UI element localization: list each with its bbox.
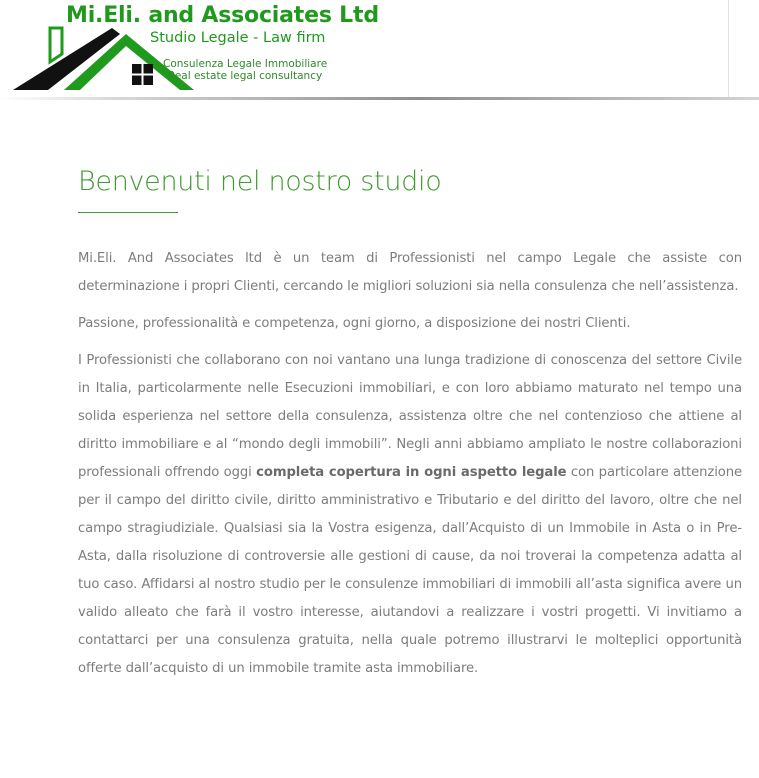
paragraph-3-text-end: con particolare attenzione per il campo del diritto civile, diritto amministrativo e Tributario e del diritto del lavoro, oltre che nel campo stragiudiziale. Qualsiasi sia la Vostra esigenza, dall’Acquisto di un Immobile in Asta o in Pre-Asta, dalla risoluzione di controversie alle gestioni di cause, da noi troverai la competenza adatta al tuo caso. Affidarsi al nostro studio per le consulenze immobiliari di immobili all’asta significa avere un valido alleato che farà il vostro interesse, aiutandovi a realizzare i vostri progetti. Vi invitiamo a contattarci per una consulenza gratuita, nella quale potremo illustrarvi le molteplici opportunità offerte dall’acquisto di un immobile tramite asta immobiliare. <box>78 465 743 676</box>
intro-paragraph-2: Passione, professionalità e competenza, ogni giorno, a disposizione dei nostri Clienti. <box>78 316 631 331</box>
main-content <box>78 160 742 692</box>
paragraph-3-text-start: I Professionisti che collaborano con noi vantano una lunga tradizione di conoscenza del settore Civile in Italia, particolarmente nelle Esecuzioni immobiliari, e con loro abbiamo maturato nel tempo una solida esperienza nel settore della consulenza, assistenza oltre che nel contenzioso che attiene al diritto immobiliare e al “mondo degli immobili”. Negli anni abbiamo ampliato le nostre collaborazioni professionali offrendo oggi <box>78 353 742 480</box>
header-divider <box>0 97 759 100</box>
logo-tagline-en: Real estate legal consultancy <box>168 70 323 82</box>
logo-subtitle: Studio Legale - Law firm <box>150 30 326 46</box>
logo-tagline-it: Consulenza Legale Immobiliare <box>163 58 328 70</box>
logo-title: Mi.Eli. and Associates Ltd <box>66 3 379 28</box>
intro-text <box>78 245 742 683</box>
intro-paragraph-1: Mi.Eli. And Associates ltd è un team di Professionisti nel campo Legale che assiste con determinazione i propri Clienti, cercando le migliori soluzioni sia nella consulenza che nell’assistenza. <box>78 251 742 294</box>
title-underline <box>78 212 178 213</box>
header-divider-vertical <box>728 0 729 97</box>
paragraph-3-highlight: completa copertura in ogni aspetto legale <box>256 465 567 480</box>
site-logo-link[interactable] <box>0 0 380 96</box>
intro-paragraph-3 <box>78 347 742 683</box>
site-header <box>0 0 759 100</box>
page-title: Benvenuti nel nostro studio <box>78 166 442 197</box>
